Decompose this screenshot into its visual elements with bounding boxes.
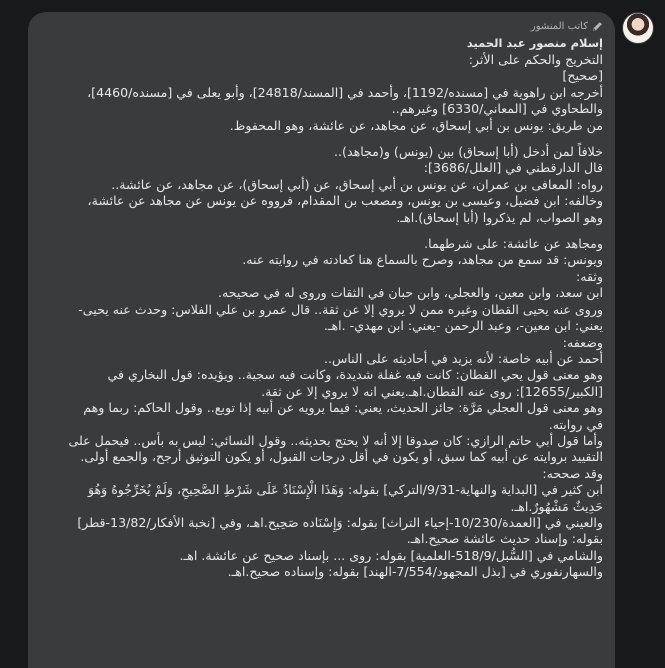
comment-line: ابن كثير في [البداية والنهاية-9/31/التركي] بقوله: وَهَذَا الْإِسْنَادُ عَلَى شَرْطِ الصَّحِيحِ، وَلَمْ يُخَرِّجُوهُ وَهُوَ bbox=[87, 482, 603, 498]
comment-text bbox=[40, 52, 603, 581]
comment-line: وأما قول أبي حاتم الرازي: كان صدوقا إلا أنه لا يحتج بحديثه.. وقول النسائي: ليس به بأس.. فيحمل على bbox=[68, 432, 603, 448]
comment-line: يعني: ابن معين-، وعبد الرحمن -يعني: ابن مهدي- .اهـ. bbox=[323, 318, 603, 334]
comment-line: وهو معنى قول العجلي مَرَّة: جائز الحديث، يعني: فيما يرويه عن أبيه إذا توبع.. وقول الحاكم: ربما وهم bbox=[83, 400, 603, 416]
previous-comment-edge bbox=[0, 0, 665, 4]
comment-line: ومجاهد عن عائشة: على شرطهما. bbox=[424, 236, 603, 252]
author-badge-label: كاتب المنشور bbox=[530, 20, 588, 32]
comment-line: في روايته. bbox=[548, 416, 603, 432]
comment-line: حَدِيثٌ مَشْهُورٌ.اهـ. bbox=[510, 498, 603, 514]
comment-line: التقييد بروايته عن أبيه كما سبق، أو يكون في أقل درجات القبول، أو يكون التوثيق أرجح، والجمع أولى. bbox=[80, 449, 603, 465]
author-badge bbox=[40, 18, 603, 35]
paragraph-gap bbox=[40, 134, 603, 144]
comment-line: وخالفه: ابن فضيل، وعيسى بن يونس، ومصعب بن المقدام، فرووه عن يونس عن مجاهد عن عائشة، bbox=[87, 193, 603, 209]
comment-line: [صحيح] bbox=[562, 68, 603, 84]
comment-line: قال الدارقطني في [العلل/3686]: bbox=[423, 160, 603, 176]
comment-line: وثقه: bbox=[576, 268, 603, 284]
comment-line: [الكبير/12655]: روى عنه القطان.اهـ.يعني انه لا يروي إلا عن ثقة. bbox=[261, 383, 603, 399]
comment-line: خلافاً لمن أدخل (أبا إسحاق) بين (يونس) و(مجاهد).. bbox=[334, 144, 603, 160]
comment-line: أخرجه ابن راهوية في [مسنده/1192]، وأحمد في [المسند/24818]، وأبو يعلى في [مسنده/4460]، bbox=[87, 84, 603, 100]
comment-line: بقوله: وإسناد حديث عائشة صحيح.اهـ. bbox=[406, 531, 603, 547]
comment-line: وروى عنه يحيى القطان وغيره ممن لا يروي إلا عن ثقة.. قال عمرو بن علي الفلاس: وحدث عنه يحيى- bbox=[78, 301, 603, 317]
comment-line: وقد صححه: bbox=[542, 465, 603, 481]
comment-line: أحمد عن أبيه خاصة: لأنه يزيد في أحاديثه على الناس.. bbox=[323, 350, 603, 366]
comment-line: رواه: المعافى بن عمران، عن يونس بن أبي إسحاق، عن (أبي إسحاق)، عن مجاهد، عن عائشة.. bbox=[111, 176, 603, 192]
comment-line: وهو الصواب، لم يذكروا (أبا إسحاق).اهـ. bbox=[396, 209, 603, 225]
comment-line: والعيني في [العمدة/10/230-إحياء التراث] بقوله: وَإِسْنَاده صَحِيح.اهـ، وفي [نخبة الأفكار/13/82-قطر] bbox=[77, 514, 603, 530]
comment-line: التخريج والحكم على الأثر: bbox=[468, 52, 603, 67]
avatar[interactable] bbox=[622, 12, 654, 44]
comment-line: وهو معنى قول يحي القطان: كانت فيه غفلة شديدة، وكانت فيه سجية.. ويؤيده: قول البخاري في bbox=[107, 367, 603, 383]
comment-line: والسهارنفوري في [بذل المجهود/7/554-الهند] بقوله: وإسناده صحيح.اهـ. bbox=[227, 564, 603, 580]
comment-line: من طريق: يونس بن أبي إسحاق، عن مجاهد، عن عائشة، وهو المحفوظ. bbox=[229, 117, 603, 133]
author-name[interactable]: إسلام منصور عبد الحميد bbox=[466, 36, 603, 50]
comment-line: ابن سعد، وابن معين، والعجلي، وابن حبان في الثقات وروى له في صحيحه. bbox=[217, 285, 603, 301]
comment-line: والطحاوي في [المعاني/6330] وغيرهم.. bbox=[391, 101, 603, 117]
paragraph-gap bbox=[40, 226, 603, 236]
comment-line: وضعفه: bbox=[562, 334, 603, 350]
comment-line: والشامي في [السُّبل/518/9-العلمية] بقوله: روى ... بإسناد صحيح عن عائشة. اهـ. bbox=[179, 547, 603, 563]
comment-bubble bbox=[28, 12, 615, 668]
comment-line: ويونس: قد سمع من مجاهد، وصرح بالسماع هنا كعادته في روايته عنه. bbox=[242, 252, 603, 268]
pencil-icon bbox=[592, 21, 603, 32]
